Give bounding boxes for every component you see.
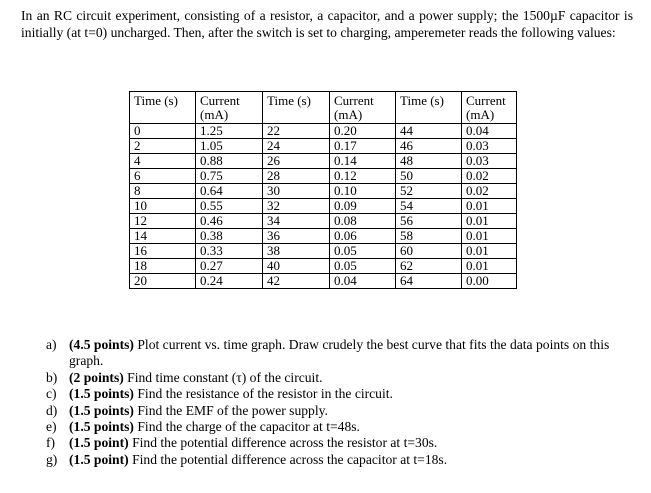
question-points: (1.5 point) — [69, 435, 129, 451]
table-row — [130, 214, 517, 229]
table-cell: 1.05 — [196, 139, 263, 154]
table-cell: 0.06 — [330, 229, 396, 244]
table-row — [130, 274, 517, 289]
table-cell: 34 — [263, 214, 330, 229]
table-row — [130, 124, 517, 139]
table-cell: 12 — [130, 214, 196, 229]
table-row — [130, 244, 517, 259]
data-table — [129, 91, 517, 289]
table-cell: 22 — [263, 124, 330, 139]
table-row — [130, 169, 517, 184]
table-cell: 14 — [130, 229, 196, 244]
column-header: Current (mA) — [330, 92, 396, 124]
table-cell: 44 — [396, 124, 462, 139]
table-cell: 0 — [130, 124, 196, 139]
table-cell: 10 — [130, 199, 196, 214]
table-cell: 0.03 — [462, 154, 517, 169]
table-row — [130, 154, 517, 169]
table-cell: 8 — [130, 184, 196, 199]
question-points: (1.5 point) — [69, 451, 129, 467]
column-header: Current (mA) — [196, 92, 263, 124]
table-cell: 64 — [396, 274, 462, 289]
table-cell: 0.01 — [462, 199, 517, 214]
table-body — [130, 124, 517, 289]
table-cell: 0.64 — [196, 184, 263, 199]
table-cell: 54 — [396, 199, 462, 214]
question-text: Find the EMF of the power supply. — [133, 402, 328, 418]
question-letter: g) — [46, 451, 58, 467]
question-points: (4.5 points) — [69, 337, 134, 352]
question-letter: b) — [46, 369, 58, 385]
table-cell: 0.20 — [330, 124, 396, 139]
table-cell: 0.04 — [330, 274, 396, 289]
table-row — [130, 199, 517, 214]
table-cell: 0.05 — [330, 244, 396, 259]
question-item — [46, 403, 636, 419]
table-cell: 0.17 — [330, 139, 396, 154]
table-cell: 6 — [130, 169, 196, 184]
table-cell: 0.33 — [196, 244, 263, 259]
table-cell: 58 — [396, 229, 462, 244]
table-cell: 0.88 — [196, 154, 263, 169]
question-points: (1.5 points) — [69, 419, 134, 435]
table-cell: 50 — [396, 169, 462, 184]
question-text: Plot current vs. time graph. Draw crudely the best curve that fits the data points on this graph. — [69, 337, 610, 369]
table-cell: 42 — [263, 274, 330, 289]
table-cell: 28 — [263, 169, 330, 184]
table-cell: 0.27 — [196, 259, 263, 274]
question-letter: d) — [46, 402, 58, 418]
table-cell: 0.02 — [462, 184, 517, 199]
column-header: Current (mA) — [462, 92, 517, 124]
table-cell: 0.08 — [330, 214, 396, 229]
question-points: (1.5 points) — [69, 402, 134, 418]
table-cell: 18 — [130, 259, 196, 274]
question-letter: c) — [46, 386, 57, 402]
table-cell: 24 — [263, 139, 330, 154]
table-row — [130, 259, 517, 274]
table-cell: 0.02 — [462, 169, 517, 184]
table-cell: 0.46 — [196, 214, 263, 229]
table-cell: 0.03 — [462, 139, 517, 154]
question-text: Find the resistance of the resistor in the circuit. — [133, 386, 393, 402]
table-cell: 52 — [396, 184, 462, 199]
table-cell: 0.05 — [330, 259, 396, 274]
table-cell: 30 — [263, 184, 330, 199]
table-cell: 36 — [263, 229, 330, 244]
column-header: Time (s) — [396, 92, 462, 124]
table-cell: 0.24 — [196, 274, 263, 289]
table-cell: 0.01 — [462, 259, 517, 274]
table-cell: 32 — [263, 199, 330, 214]
table-cell: 0.38 — [196, 229, 263, 244]
table-cell: 0.10 — [330, 184, 396, 199]
table-cell: 0.14 — [330, 154, 396, 169]
column-header: Time (s) — [263, 92, 330, 124]
table-row — [130, 229, 517, 244]
table-row — [130, 139, 517, 154]
table-cell: 40 — [263, 259, 330, 274]
question-letter: a) — [46, 337, 57, 352]
question-letter: f) — [46, 435, 56, 451]
question-item — [46, 435, 636, 451]
table-cell: 0.09 — [330, 199, 396, 214]
table-cell: 0.00 — [462, 274, 517, 289]
table-cell: 1.25 — [196, 124, 263, 139]
table-cell: 0.75 — [196, 169, 263, 184]
table-cell: 0.01 — [462, 214, 517, 229]
table-cell: 60 — [396, 244, 462, 259]
table-cell: 0.01 — [462, 229, 517, 244]
table-cell: 16 — [130, 244, 196, 259]
table-cell: 46 — [396, 139, 462, 154]
question-item — [46, 370, 636, 386]
question-text: Find time constant (τ) of the circuit. — [123, 369, 323, 385]
question-points: (2 points) — [69, 369, 124, 385]
table-header-row — [130, 92, 517, 124]
column-header: Time (s) — [130, 92, 196, 124]
question-item — [46, 386, 636, 402]
table-cell: 56 — [396, 214, 462, 229]
table-cell: 62 — [396, 259, 462, 274]
table-cell: 0.55 — [196, 199, 263, 214]
table-cell: 38 — [263, 244, 330, 259]
problem-intro: In an RC circuit experiment, consisting of a resistor, a capacitor, and a power supply; the 1500µF capacitor is initially (at t=0) uncharged. Then, after the switch is set to charging, amperemeter reads the following values: — [21, 8, 633, 40]
table-cell: 48 — [396, 154, 462, 169]
table-cell: 2 — [130, 139, 196, 154]
question-letter: e) — [46, 419, 57, 435]
table-cell: 0.01 — [462, 244, 517, 259]
question-text: Find the potential difference across the capacitor at t=18s. — [128, 451, 448, 467]
question-item — [46, 452, 636, 468]
question-item — [46, 419, 636, 435]
question-points: (1.5 points) — [69, 386, 134, 402]
table-cell: 26 — [263, 154, 330, 169]
table-cell: 0.12 — [330, 169, 396, 184]
table-cell: 0.04 — [462, 124, 517, 139]
table-row — [130, 184, 517, 199]
table-cell: 4 — [130, 154, 196, 169]
question-list — [46, 337, 636, 468]
question-text: Find the potential difference across the resistor at t=30s. — [128, 435, 438, 451]
question-item — [46, 337, 636, 370]
table-cell: 20 — [130, 274, 196, 289]
question-text: Find the charge of the capacitor at t=48s. — [133, 419, 360, 435]
